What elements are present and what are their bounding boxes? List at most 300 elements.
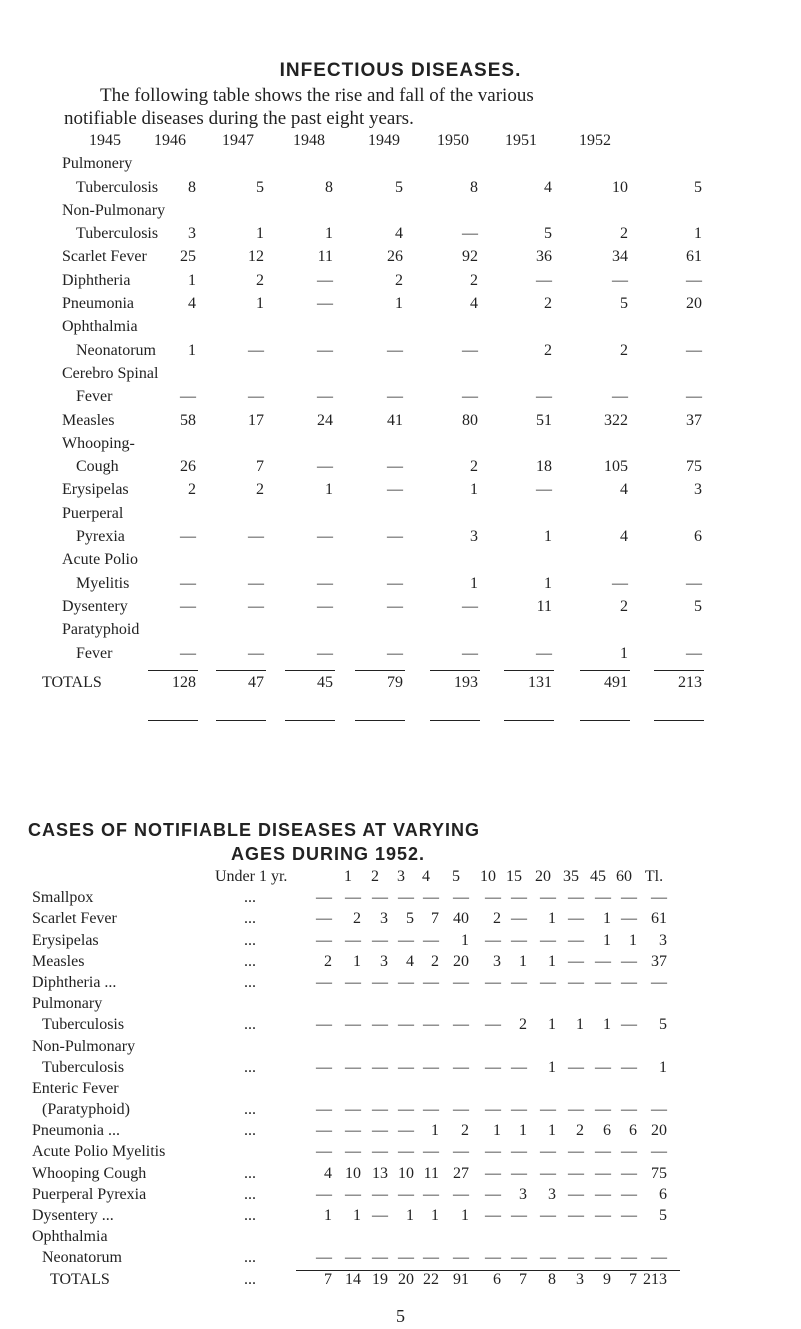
row-label: Cough <box>76 458 119 476</box>
table-cell: 37 <box>686 411 702 429</box>
table-cell: — <box>453 1249 469 1267</box>
table-row <box>62 505 762 528</box>
table-cell: 7 <box>256 458 264 476</box>
row-label: Dysentery <box>62 597 128 615</box>
table-cell: 11 <box>536 597 552 615</box>
table-cell: 27 <box>453 1164 469 1182</box>
table-cell: 1 <box>256 295 264 313</box>
table-cell: 36 <box>536 248 552 266</box>
row-label: Measles <box>62 411 115 429</box>
table-cell: — <box>595 889 611 907</box>
table-cell: — <box>345 1101 361 1119</box>
table-cell: 18 <box>536 458 552 476</box>
age-header: 35 <box>563 868 579 885</box>
table-cell: — <box>568 1101 584 1119</box>
table-cell: — <box>317 574 333 592</box>
table-cell: — <box>511 910 527 928</box>
age-table-heading-line-2: AGES DURING 1952. <box>231 844 426 864</box>
table-cell: 6 <box>629 1122 637 1140</box>
table-cell: — <box>568 1164 584 1182</box>
table-cell: — <box>485 1058 501 1076</box>
table-cell: — <box>595 1143 611 1161</box>
table-row <box>62 551 762 574</box>
row-label: Tuberculosis <box>76 225 159 243</box>
table-cell: 61 <box>651 910 667 928</box>
totals-top-rule <box>296 1270 680 1272</box>
intro-line-2: notifiable diseases during the past eight years. <box>64 108 414 129</box>
table-cell: — <box>345 889 361 907</box>
row-label: Scarlet Fever <box>32 910 117 928</box>
table-cell: — <box>595 1101 611 1119</box>
table-cell: — <box>387 644 403 662</box>
row-label: Non-Pulmonary <box>32 1037 136 1055</box>
table-cell: 1 <box>576 1016 584 1034</box>
table-cell: — <box>540 973 556 991</box>
table-cell: 3 <box>659 931 667 949</box>
table-cell: — <box>568 1143 584 1161</box>
totals-cell: 7 <box>629 1270 637 1288</box>
row-label: Cerebro Spinal <box>62 364 159 382</box>
age-header: 3 <box>397 868 405 885</box>
table-cell: — <box>511 973 527 991</box>
age-header: 2 <box>371 868 379 885</box>
totals-row <box>32 1271 792 1295</box>
totals-cell: 8 <box>548 1270 556 1288</box>
table-cell: — <box>511 931 527 949</box>
table-cell: — <box>398 1143 414 1161</box>
year-header: 1947 <box>222 132 254 149</box>
table-cell: — <box>568 952 584 970</box>
table-cell: 2 <box>620 597 628 615</box>
table-cell: 3 <box>493 952 501 970</box>
table-cell: 1 <box>470 574 478 592</box>
table-cell: — <box>398 931 414 949</box>
table-cell: — <box>398 973 414 991</box>
table-cell: — <box>317 458 333 476</box>
table-cell: — <box>511 1058 527 1076</box>
table-cell: 1 <box>256 225 264 243</box>
table-cell: — <box>612 574 628 592</box>
totals-cell: 14 <box>345 1270 361 1288</box>
table-cell: — <box>345 1185 361 1203</box>
totals-cell: 91 <box>453 1270 469 1288</box>
table-row <box>32 1122 792 1143</box>
table-cell: — <box>621 973 637 991</box>
table-row <box>32 1038 792 1059</box>
table-cell: — <box>372 1207 388 1224</box>
age-header-prefix: Under 1 yr. <box>215 868 288 885</box>
table-cell: — <box>398 1185 414 1203</box>
table-cell: — <box>568 1207 584 1224</box>
table-cell: 4 <box>188 295 196 313</box>
table-cell: — <box>317 388 333 406</box>
table-cell: 2 <box>461 1122 469 1140</box>
table-cell: 80 <box>462 411 478 429</box>
row-label: Non-Pulmonary <box>62 201 166 219</box>
totals-bottom-rule <box>430 720 480 722</box>
table-cell: — <box>423 1101 439 1119</box>
table-row <box>62 225 762 248</box>
table-cell: 11 <box>317 248 333 266</box>
table-cell: 1 <box>544 574 552 592</box>
table-cell: — <box>621 1249 637 1267</box>
page-title: INFECTIOUS DISEASES. <box>279 60 522 81</box>
page-number: 5 <box>396 1306 405 1326</box>
table-cell: 3 <box>519 1185 527 1203</box>
table-row <box>62 621 762 644</box>
table-cell: — <box>462 644 478 662</box>
leader-dots: ... <box>244 952 256 970</box>
leader-dots: ... <box>244 889 256 907</box>
table-cell: — <box>595 1058 611 1076</box>
table-cell: — <box>511 1249 527 1267</box>
table-cell: 322 <box>604 411 628 429</box>
table-cell: — <box>686 644 702 662</box>
age-header: 5 <box>452 868 460 885</box>
table-cell: — <box>372 1185 388 1203</box>
totals-cell: 7 <box>324 1270 332 1288</box>
table-cell: 5 <box>620 295 628 313</box>
table-row <box>32 1059 792 1080</box>
table-cell: 1 <box>519 952 527 970</box>
table-cell: — <box>568 931 584 949</box>
table-cell: 20 <box>453 952 469 970</box>
table-cell: — <box>485 931 501 949</box>
table-cell: — <box>423 931 439 949</box>
totals-cell: 19 <box>372 1270 388 1288</box>
table-cell: 2 <box>519 1016 527 1034</box>
table-row <box>62 528 762 551</box>
table-row <box>62 318 762 341</box>
table-cell: — <box>511 1164 527 1182</box>
table-cell: — <box>453 1185 469 1203</box>
totals-bottom-rule <box>355 720 405 722</box>
table-cell: — <box>462 597 478 615</box>
table-row <box>62 435 762 458</box>
table-cell: — <box>387 597 403 615</box>
table-cell: 2 <box>470 458 478 476</box>
table-cell: 1 <box>548 952 556 970</box>
table-cell: — <box>568 1185 584 1203</box>
table-cell: — <box>453 1058 469 1076</box>
totals-bottom-rule <box>654 720 704 722</box>
table-cell: 1 <box>188 341 196 359</box>
table-cell: 4 <box>470 295 478 313</box>
table-cell: 6 <box>694 528 702 546</box>
table-cell: — <box>345 973 361 991</box>
table-cell: — <box>317 644 333 662</box>
table-cell: — <box>511 889 527 907</box>
table-cell: — <box>345 1016 361 1034</box>
row-label: Neonatorum <box>42 1249 122 1267</box>
table-cell: — <box>248 528 264 546</box>
table-row <box>62 272 762 295</box>
table-cell: 2 <box>188 481 196 499</box>
table-row <box>62 179 762 202</box>
table-cell: — <box>317 341 333 359</box>
table-row <box>32 1228 792 1249</box>
table-cell: — <box>180 574 196 592</box>
table-row <box>32 1207 792 1228</box>
totals-top-rule <box>504 670 554 672</box>
table-cell: 7 <box>431 910 439 928</box>
row-label: Ophthalmia <box>62 318 138 336</box>
table-cell: — <box>540 1249 556 1267</box>
age-header: 4 <box>422 868 430 885</box>
table-cell: — <box>485 889 501 907</box>
totals-cell: 47 <box>248 673 264 691</box>
table-cell: 5 <box>659 1016 667 1034</box>
table-cell: — <box>317 271 333 289</box>
table-cell: — <box>453 1016 469 1034</box>
table-cell: — <box>621 952 637 970</box>
row-label: Pneumonia <box>62 295 134 313</box>
table-cell: 92 <box>462 248 478 266</box>
table-cell: 2 <box>256 481 264 499</box>
table-cell: — <box>485 1143 501 1161</box>
totals-cell: 20 <box>398 1270 414 1288</box>
table-cell: — <box>568 889 584 907</box>
table-row <box>32 932 792 953</box>
table-cell: — <box>180 528 196 546</box>
table-row <box>32 1080 792 1101</box>
table-cell: 3 <box>548 1185 556 1203</box>
table-cell: 2 <box>544 341 552 359</box>
table-cell: — <box>686 341 702 359</box>
row-label: Acute Polio <box>62 551 138 569</box>
table-cell: — <box>372 1101 388 1119</box>
table-cell: 1 <box>406 1207 414 1224</box>
table-cell: — <box>398 1016 414 1034</box>
row-label: Puerperal <box>62 504 124 522</box>
totals-top-rule <box>580 670 630 672</box>
table-cell: — <box>180 388 196 406</box>
table-cell: — <box>568 973 584 991</box>
table-cell: 1 <box>353 1207 361 1224</box>
row-label: Whooping- <box>62 434 135 452</box>
table-cell: — <box>316 1058 332 1076</box>
table-cell: — <box>536 644 552 662</box>
table-cell: 2 <box>493 910 501 928</box>
table-cell: — <box>651 1143 667 1161</box>
table-cell: — <box>248 644 264 662</box>
table-cell: 1 <box>325 225 333 243</box>
leader-dots: ... <box>244 910 256 928</box>
table-row <box>32 1016 792 1037</box>
table-cell: — <box>540 1143 556 1161</box>
table-cell: 5 <box>694 597 702 615</box>
totals-bottom-rule <box>580 720 630 722</box>
table-cell: — <box>511 1143 527 1161</box>
table-cell: — <box>612 388 628 406</box>
row-label: Enteric Fever <box>32 1079 119 1097</box>
age-header: 15 <box>506 868 522 885</box>
totals-cell: 491 <box>604 673 628 691</box>
table-cell: — <box>462 341 478 359</box>
table-cell: — <box>621 1143 637 1161</box>
table-cell: 1 <box>694 225 702 243</box>
table-cell: 1 <box>548 910 556 928</box>
table-cell: — <box>536 271 552 289</box>
table-row <box>32 1186 792 1207</box>
table-cell: — <box>595 1185 611 1203</box>
table-cell: — <box>595 973 611 991</box>
table-cell: — <box>686 388 702 406</box>
table-cell: — <box>621 1207 637 1224</box>
table-row <box>62 645 762 668</box>
row-label: Paratyphoid <box>62 621 140 639</box>
table-row <box>32 1101 792 1122</box>
row-label: Dysentery ... <box>32 1207 114 1224</box>
table-cell: — <box>612 271 628 289</box>
totals-cell: 6 <box>493 1270 501 1288</box>
row-label: Tuberculosis <box>42 1016 125 1034</box>
table-row <box>32 889 792 910</box>
table-cell: 5 <box>694 178 702 196</box>
table-cell: 40 <box>453 910 469 928</box>
table-cell: 2 <box>620 341 628 359</box>
table-cell: — <box>540 1101 556 1119</box>
table-cell: — <box>536 481 552 499</box>
table-cell: 37 <box>651 952 667 970</box>
totals-top-rule <box>285 670 335 672</box>
table-cell: 2 <box>620 225 628 243</box>
age-table-heading-line-1: CASES OF NOTIFIABLE DISEASES AT VARYING <box>28 820 481 840</box>
table-cell: 3 <box>188 225 196 243</box>
table-cell: 5 <box>544 225 552 243</box>
table-cell: 8 <box>470 178 478 196</box>
totals-top-rule <box>654 670 704 672</box>
table-cell: 1 <box>548 1016 556 1034</box>
table-cell: 75 <box>651 1164 667 1182</box>
table-cell: — <box>540 931 556 949</box>
table-cell: 1 <box>629 931 637 949</box>
table-cell: — <box>248 388 264 406</box>
table-cell: 1 <box>544 528 552 546</box>
table-row <box>62 388 762 411</box>
row-label: Pulmonery <box>62 155 133 173</box>
table-cell: — <box>462 225 478 243</box>
table-cell: — <box>372 1249 388 1267</box>
table-row <box>62 481 762 504</box>
totals-cell: 45 <box>317 673 333 691</box>
leader-dots: ... <box>244 1101 256 1119</box>
table-row <box>62 248 762 271</box>
table-cell: 1 <box>461 1207 469 1224</box>
row-label: Measles <box>32 952 85 970</box>
table-cell: 6 <box>659 1185 667 1203</box>
table-cell: 5 <box>659 1207 667 1224</box>
table-cell: — <box>423 1058 439 1076</box>
table-cell: — <box>540 889 556 907</box>
year-header: 1950 <box>437 132 469 149</box>
table-cell: — <box>345 931 361 949</box>
totals-label: TOTALS <box>42 673 102 691</box>
table-cell: — <box>398 1101 414 1119</box>
totals-bottom-rule <box>148 720 198 722</box>
table-cell: — <box>453 1143 469 1161</box>
table-row <box>62 412 762 435</box>
table-cell: — <box>372 973 388 991</box>
table-cell: — <box>372 1122 388 1140</box>
leader-dots: ... <box>244 931 256 949</box>
table-cell: 26 <box>180 458 196 476</box>
table-cell: 1 <box>324 1207 332 1224</box>
table-cell: 3 <box>470 528 478 546</box>
table-cell: — <box>317 528 333 546</box>
table-cell: — <box>398 1122 414 1140</box>
table-row <box>62 458 762 481</box>
totals-cell: 3 <box>576 1270 584 1288</box>
totals-cell: 213 <box>643 1270 667 1288</box>
table-cell: — <box>485 1164 501 1182</box>
table-cell: — <box>423 1143 439 1161</box>
table-cell: — <box>621 1058 637 1076</box>
table-cell: 2 <box>324 952 332 970</box>
table-cell: — <box>316 1122 332 1140</box>
totals-bottom-rule <box>504 720 554 722</box>
table-cell: — <box>180 597 196 615</box>
table-cell: — <box>621 910 637 928</box>
table-cell: 1 <box>519 1122 527 1140</box>
age-disease-table <box>32 868 792 1295</box>
totals-bottom-rule <box>216 720 266 722</box>
table-cell: 24 <box>317 411 333 429</box>
table-row <box>32 953 792 974</box>
table-cell: — <box>317 295 333 313</box>
table-cell: 58 <box>180 411 196 429</box>
age-header: 45 <box>590 868 606 885</box>
table-cell: — <box>387 341 403 359</box>
row-label: Whooping Cough <box>32 1164 147 1182</box>
row-label: Fever <box>76 388 113 406</box>
table-cell: 1 <box>659 1058 667 1076</box>
table-cell: — <box>651 973 667 991</box>
table-cell: 2 <box>353 910 361 928</box>
table-cell: — <box>345 1143 361 1161</box>
table-cell: — <box>372 889 388 907</box>
table-cell: — <box>511 1207 527 1224</box>
totals-cell: 79 <box>387 673 403 691</box>
table-cell: — <box>345 1249 361 1267</box>
leader-dots: ... <box>244 1270 256 1288</box>
table-cell: 1 <box>603 931 611 949</box>
row-label: Puerperal Pyrexia <box>32 1185 147 1203</box>
table-cell: — <box>372 1058 388 1076</box>
intro-line-1: The following table shows the rise and fall of the various <box>100 85 534 106</box>
table-cell: 1 <box>548 1058 556 1076</box>
table-row <box>32 1165 792 1186</box>
row-label: Pneumonia ... <box>32 1122 120 1140</box>
table-row <box>62 155 762 178</box>
totals-top-rule <box>148 670 198 672</box>
table-cell: — <box>372 1143 388 1161</box>
table-cell: — <box>423 1249 439 1267</box>
table-cell: 61 <box>686 248 702 266</box>
table-cell: 2 <box>395 271 403 289</box>
table-cell: 1 <box>431 1207 439 1224</box>
table-cell: 10 <box>345 1164 361 1182</box>
table-cell: 5 <box>256 178 264 196</box>
table-cell: 4 <box>620 528 628 546</box>
row-label: Erysipelas <box>62 481 129 499</box>
table-cell: — <box>398 889 414 907</box>
table-cell: — <box>423 1016 439 1034</box>
table-cell: — <box>387 388 403 406</box>
table-cell: — <box>316 1101 332 1119</box>
table-cell: — <box>511 1101 527 1119</box>
table-cell: — <box>372 1016 388 1034</box>
